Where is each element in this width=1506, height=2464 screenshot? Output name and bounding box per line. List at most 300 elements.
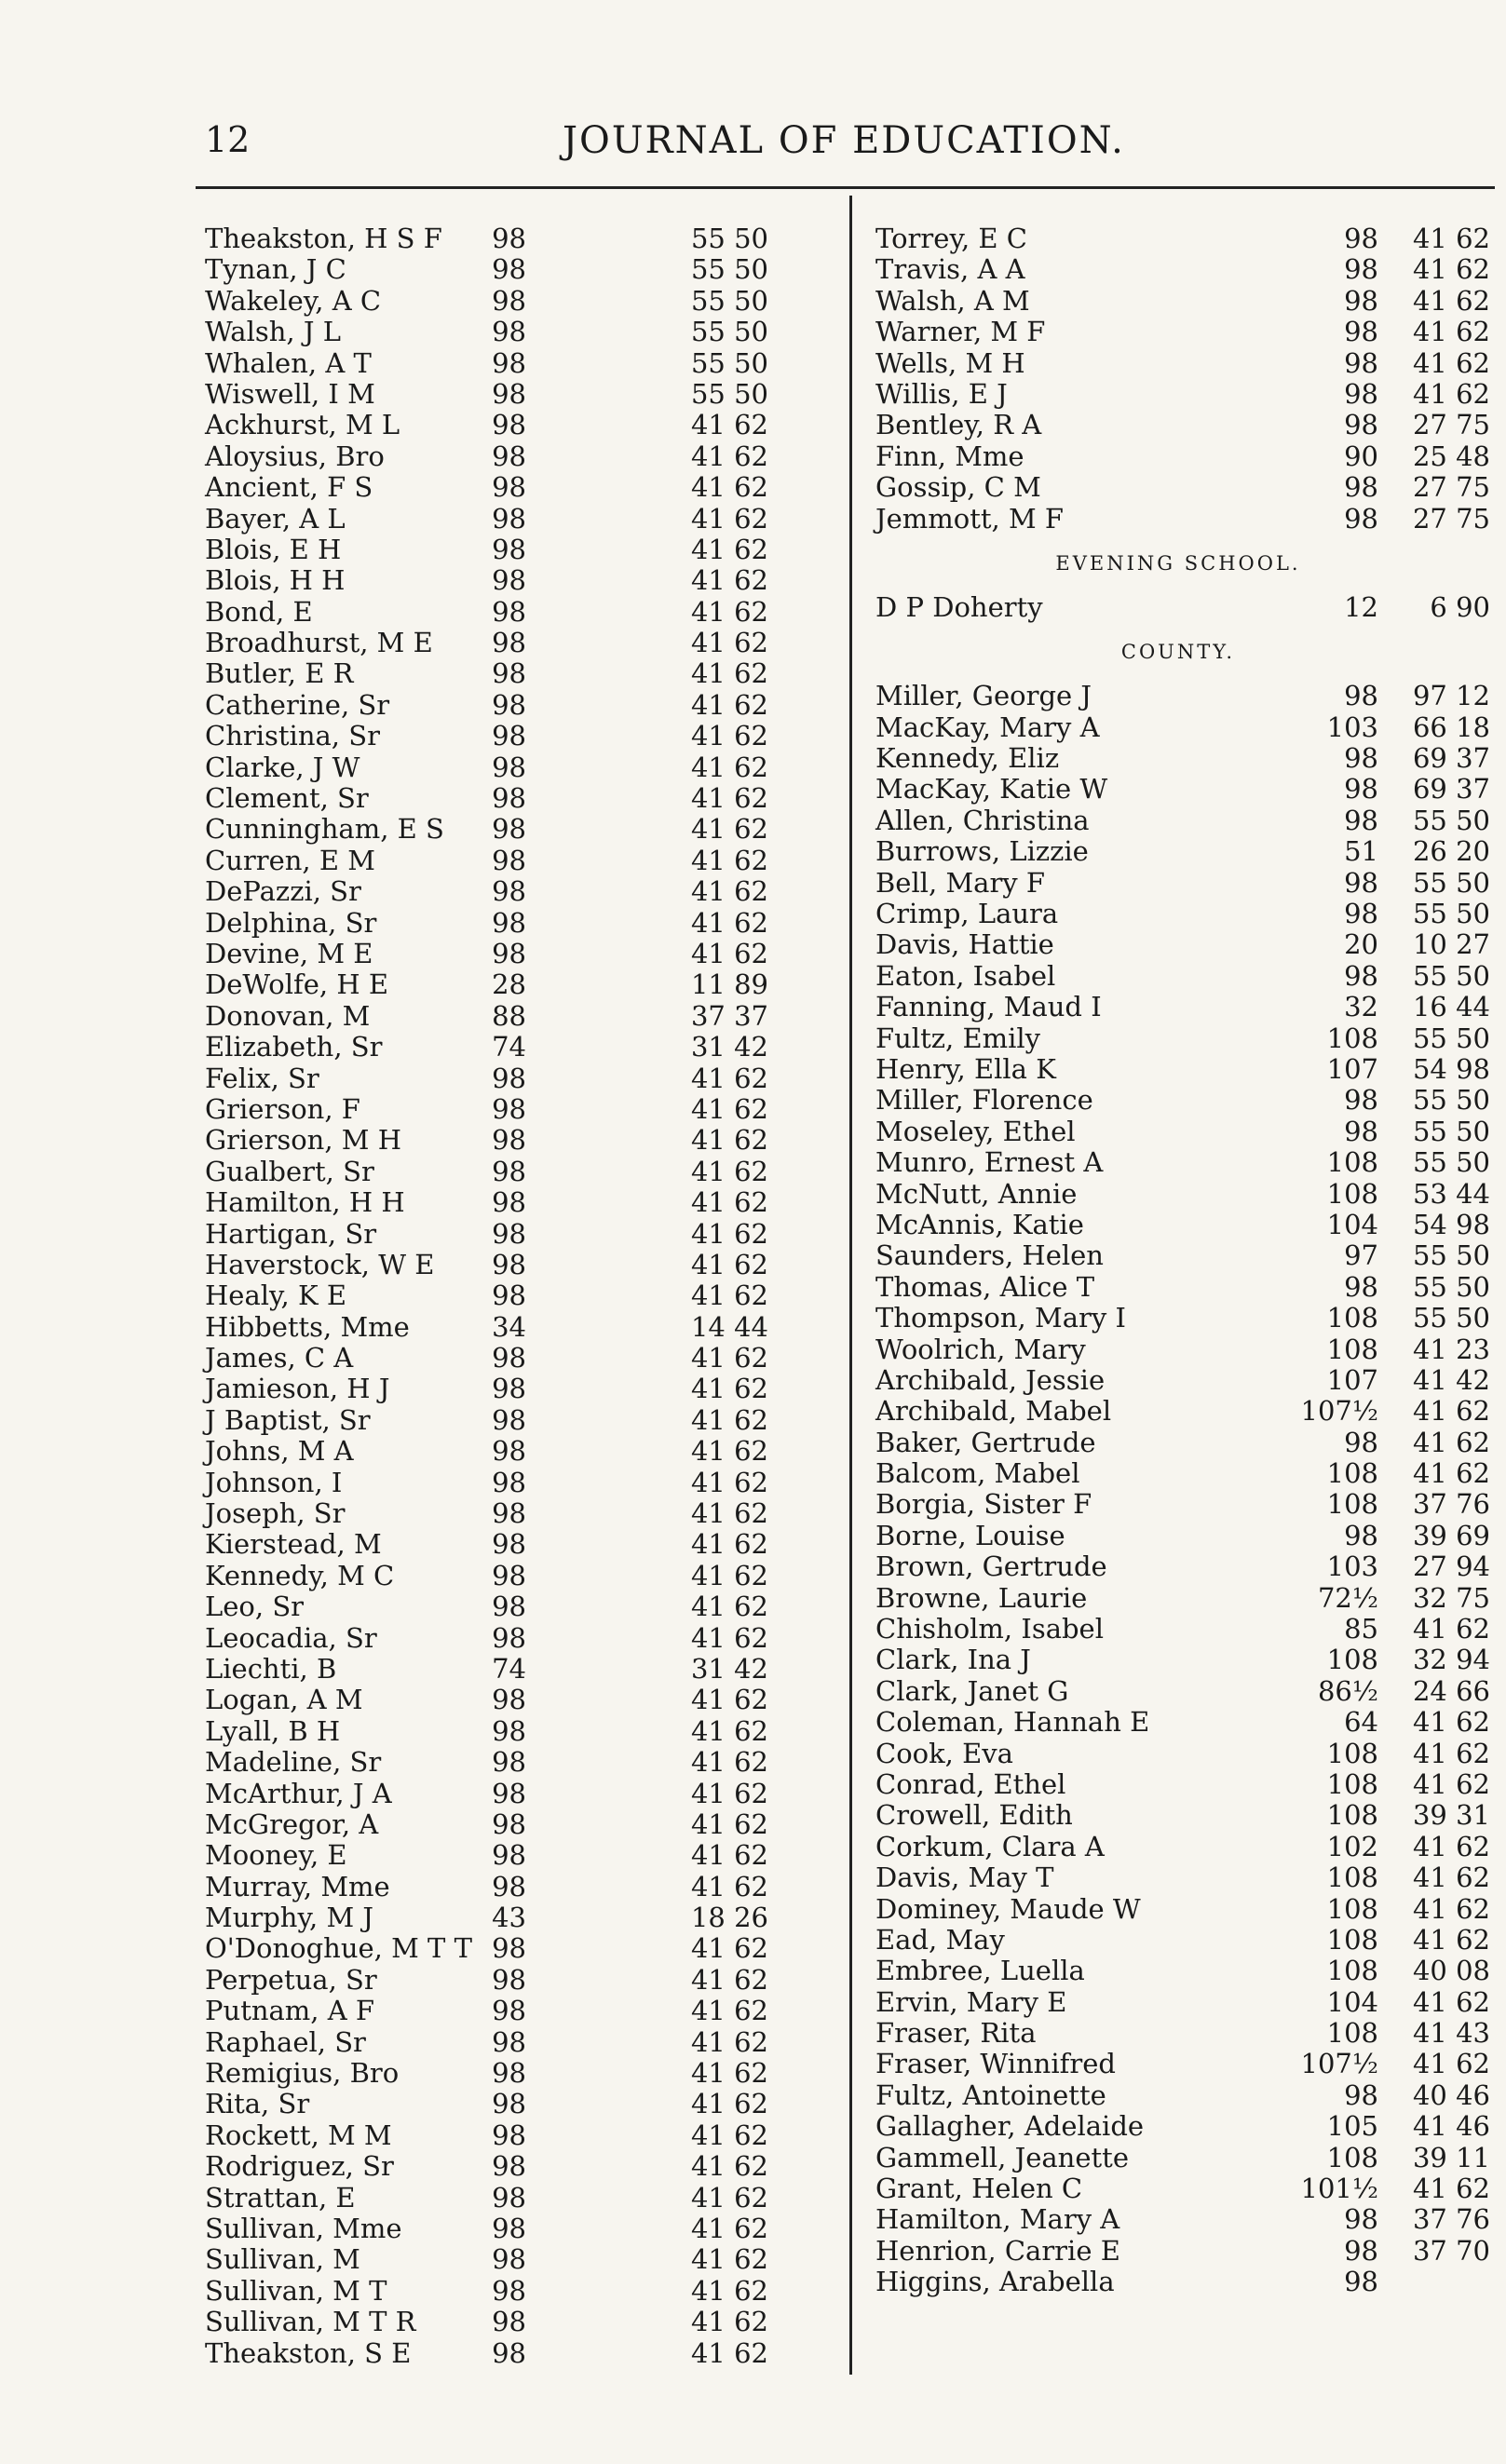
days-taught: 98 — [492, 284, 526, 317]
grant-amount: 55 50 — [1412, 1022, 1490, 1054]
days-taught: 98 — [492, 2336, 526, 2369]
teacher-name: Brown, Gertrude — [875, 1550, 1107, 1583]
grant-amount: 41 62 — [690, 1124, 768, 1157]
table-row — [857, 254, 1499, 285]
table-row — [857, 410, 1499, 440]
teacher-name: Haverstock, W E — [205, 1248, 435, 1280]
grant-amount: 55 50 — [690, 346, 768, 379]
teacher-name: Fultz, Emily — [875, 1022, 1041, 1054]
table-row — [857, 2236, 1499, 2267]
days-taught: 98 — [492, 627, 526, 659]
grant-amount: 69 37 — [1412, 742, 1490, 775]
teacher-name: Cook, Eva — [875, 1737, 1013, 1769]
table-row — [857, 1428, 1499, 1458]
teacher-name: Gualbert, Sr — [205, 1155, 374, 1187]
days-taught: 98 — [1344, 1270, 1378, 1303]
teacher-name: Sullivan, M T — [205, 2274, 387, 2307]
teacher-name: Ead, May — [875, 1923, 1005, 1956]
grant-amount: 55 50 — [1412, 1146, 1490, 1179]
teacher-name: O'Donoghue, M T T — [205, 1932, 472, 1965]
days-taught: 64 — [1344, 1706, 1378, 1739]
table-row — [857, 836, 1499, 867]
table-row — [857, 592, 1499, 623]
grant-amount: 69 37 — [1412, 773, 1490, 806]
table-row — [186, 721, 838, 751]
table-row — [186, 1436, 838, 1467]
teacher-name: Clark, Ina J — [875, 1644, 1031, 1676]
teacher-name: Davis, May T — [875, 1862, 1054, 1894]
table-row — [186, 1591, 838, 1622]
days-taught: 98 — [492, 1932, 526, 1965]
teacher-name: Sullivan, M T R — [205, 2306, 416, 2338]
grant-amount: 41 62 — [1412, 1830, 1490, 1862]
grant-amount: 41 62 — [690, 1932, 768, 1965]
table-row — [186, 1063, 838, 1094]
table-row — [857, 1645, 1499, 1675]
grant-amount: 27 75 — [1412, 502, 1490, 535]
grant-amount: 41 62 — [690, 2119, 768, 2151]
days-taught: 98 — [492, 782, 526, 815]
days-taught: 98 — [1344, 773, 1378, 806]
days-taught: 98 — [492, 1870, 526, 1902]
teacher-name: Dominey, Maude W — [875, 1892, 1141, 1925]
table-row — [186, 1809, 838, 1840]
table-row — [857, 774, 1499, 805]
grant-amount: 37 76 — [1412, 1488, 1490, 1521]
table-row — [186, 846, 838, 876]
teacher-name: Allen, Christina — [875, 804, 1090, 836]
days-taught: 104 — [1326, 1208, 1378, 1240]
teacher-name: Madeline, Sr — [205, 1746, 382, 1779]
grant-amount: 41 62 — [1412, 1426, 1490, 1458]
grant-amount: 41 62 — [690, 627, 768, 659]
grant-amount: 25 48 — [1412, 440, 1490, 472]
table-row — [857, 1210, 1499, 1240]
table-row — [186, 1157, 838, 1187]
teacher-name: Moseley, Ethel — [875, 1115, 1076, 1147]
teacher-name: Davis, Hattie — [875, 928, 1054, 961]
days-taught: 98 — [492, 1839, 526, 1872]
grant-amount: 55 50 — [690, 377, 768, 410]
table-row — [857, 1489, 1499, 1520]
table-row — [857, 1800, 1499, 1831]
days-taught: 98 — [492, 1746, 526, 1779]
teacher-name: Miller, George J — [875, 680, 1092, 712]
table-row — [186, 1032, 838, 1063]
teacher-name: Aloysius, Bro — [205, 440, 385, 472]
grant-amount: 41 62 — [690, 1684, 768, 1716]
grant-amount: 27 75 — [1412, 409, 1490, 441]
days-taught: 98 — [492, 1403, 526, 1436]
teacher-name: Johnson, I — [205, 1466, 343, 1498]
teacher-name: Remigius, Bro — [205, 2057, 400, 2090]
grant-amount: 41 62 — [690, 782, 768, 815]
table-row — [857, 1956, 1499, 1986]
teacher-name: Strattan, E — [205, 2181, 356, 2214]
grant-amount: 41 62 — [690, 2057, 768, 2090]
days-taught: 34 — [492, 1310, 526, 1343]
teacher-name: Walsh, A M — [875, 284, 1030, 317]
days-taught: 90 — [1344, 440, 1378, 472]
grant-amount: 26 20 — [1412, 835, 1490, 868]
days-taught: 98 — [492, 657, 526, 690]
table-row — [186, 2214, 838, 2244]
grant-amount: 41 62 — [690, 1248, 768, 1280]
days-taught: 98 — [492, 2025, 526, 2058]
teacher-name: Browne, Laurie — [875, 1581, 1088, 1614]
grant-amount: 41 62 — [690, 1403, 768, 1436]
grant-amount: 55 50 — [1412, 898, 1490, 930]
days-taught: 105 — [1326, 2110, 1378, 2143]
teacher-name: Gallagher, Adelaide — [875, 2110, 1145, 2143]
grant-amount: 40 08 — [1412, 1955, 1490, 1987]
days-taught: 98 — [492, 1684, 526, 1716]
days-taught: 74 — [492, 1652, 526, 1685]
days-taught: 98 — [1344, 253, 1378, 286]
table-row — [186, 2276, 838, 2307]
table-row — [857, 223, 1499, 254]
days-taught: 98 — [492, 533, 526, 565]
teacher-name: Hamilton, Mary A — [875, 2203, 1120, 2236]
table-row — [186, 1716, 838, 1747]
days-taught: 98 — [1344, 284, 1378, 317]
teacher-name: Gossip, C M — [875, 471, 1041, 504]
teacher-name: Christina, Sr — [205, 720, 380, 752]
grant-amount: 41 62 — [690, 533, 768, 565]
grant-amount: 41 62 — [1412, 284, 1490, 317]
teacher-name: Hibbetts, Mme — [205, 1310, 410, 1343]
grant-amount: 39 31 — [1412, 1799, 1490, 1832]
teacher-name: Ackhurst, M L — [205, 409, 400, 441]
grant-amount: 55 50 — [1412, 959, 1490, 992]
teacher-name: Joseph, Sr — [205, 1497, 346, 1530]
days-taught: 98 — [492, 2306, 526, 2338]
days-taught: 98 — [492, 1062, 526, 1094]
table-row — [186, 1498, 838, 1529]
days-taught: 98 — [492, 1124, 526, 1157]
days-taught: 108 — [1326, 1488, 1378, 1521]
grant-amount: 27 75 — [1412, 471, 1490, 504]
days-taught: 98 — [492, 751, 526, 783]
table-row — [857, 681, 1499, 711]
grant-amount: 41 62 — [1412, 1737, 1490, 1769]
table-row — [186, 1094, 838, 1125]
days-taught: 107½ — [1300, 1395, 1378, 1428]
teacher-name: Bell, Mary F — [875, 866, 1046, 899]
days-taught: 108 — [1326, 2017, 1378, 2050]
days-taught: 98 — [492, 1777, 526, 1809]
table-row — [186, 441, 838, 472]
days-taught: 107 — [1326, 1052, 1378, 1085]
teacher-name: Miller, Florence — [875, 1084, 1093, 1117]
table-row — [857, 743, 1499, 774]
days-taught: 98 — [492, 223, 526, 254]
teacher-name: Torrey, E C — [875, 223, 1027, 254]
days-taught: 72½ — [1317, 1581, 1378, 1614]
days-taught: 107 — [1326, 1363, 1378, 1396]
table-row — [186, 2089, 838, 2119]
table-row — [857, 2018, 1499, 2049]
days-taught: 98 — [492, 316, 526, 348]
teacher-name: Wiswell, I M — [205, 377, 375, 410]
table-row — [186, 908, 838, 939]
table-row — [186, 1187, 838, 1218]
grant-amount: 55 50 — [1412, 1302, 1490, 1334]
table-row — [857, 1179, 1499, 1210]
table-row — [186, 472, 838, 503]
grant-amount: 55 50 — [690, 253, 768, 286]
days-taught: 88 — [492, 999, 526, 1032]
teacher-name: Thomas, Alice T — [875, 1270, 1095, 1303]
grant-amount: 31 42 — [690, 1031, 768, 1063]
teacher-name: Clarke, J W — [205, 751, 360, 783]
teacher-name: Felix, Sr — [205, 1062, 319, 1094]
days-taught: 98 — [492, 2181, 526, 2214]
table-row — [186, 1405, 838, 1436]
table-row — [186, 814, 838, 845]
teacher-name: Warner, M F — [875, 316, 1046, 348]
grant-amount: 24 66 — [1412, 1674, 1490, 1707]
days-taught: 108 — [1326, 1799, 1378, 1832]
grant-amount: 66 18 — [1412, 711, 1490, 743]
grant-amount: 41 62 — [690, 440, 768, 472]
teacher-name: Devine, M E — [205, 937, 373, 969]
teacher-name: Baker, Gertrude — [875, 1426, 1096, 1458]
table-row — [186, 1654, 838, 1685]
grant-amount: 41 62 — [690, 1435, 768, 1468]
days-taught: 98 — [492, 1528, 526, 1561]
teacher-name: Finn, Mme — [875, 440, 1024, 472]
teacher-name: Bond, E — [205, 595, 313, 628]
days-taught: 107½ — [1300, 2048, 1378, 2080]
days-taught: 12 — [1344, 590, 1378, 623]
grant-amount: 41 62 — [690, 1155, 768, 1187]
table-row — [186, 628, 838, 658]
grant-amount: 27 94 — [1412, 1550, 1490, 1583]
table-row — [857, 712, 1499, 743]
teacher-name: Embree, Luella — [875, 1955, 1085, 1987]
days-taught: 98 — [492, 346, 526, 379]
teacher-name: Borgia, Sister F — [875, 1488, 1092, 1521]
days-taught: 98 — [1344, 804, 1378, 836]
table-row — [857, 1676, 1499, 1707]
table-row — [857, 1707, 1499, 1738]
grant-amount: 41 62 — [690, 1870, 768, 1902]
table-row — [857, 1832, 1499, 1862]
grant-amount: 41 62 — [690, 409, 768, 441]
grant-amount: 14 44 — [690, 1310, 768, 1343]
days-taught: 108 — [1326, 1923, 1378, 1956]
teacher-name: Conrad, Ethel — [875, 1767, 1066, 1800]
table-row — [186, 1965, 838, 1996]
teacher-name: Delphina, Sr — [205, 906, 377, 939]
left-column — [186, 223, 838, 2369]
teacher-name: Sullivan, Mme — [205, 2213, 402, 2244]
grant-amount: 37 37 — [690, 999, 768, 1032]
table-row — [186, 939, 838, 969]
table-row — [857, 472, 1499, 503]
grant-amount: 31 42 — [690, 1652, 768, 1685]
table-row — [857, 379, 1499, 410]
teacher-name: James, C A — [205, 1342, 354, 1374]
teacher-name: Catherine, Sr — [205, 688, 390, 721]
grant-amount: 55 50 — [1412, 1115, 1490, 1147]
grant-amount: 41 62 — [690, 2181, 768, 2214]
teacher-name: Jamieson, H J — [205, 1373, 390, 1405]
grant-amount: 41 62 — [690, 1621, 768, 1654]
grant-amount: 11 89 — [690, 968, 768, 1001]
days-taught: 98 — [492, 688, 526, 721]
county-list — [857, 681, 1499, 2297]
grant-amount: 41 62 — [690, 1217, 768, 1250]
page-number: 12 — [205, 119, 251, 160]
grant-amount: 41 62 — [690, 1497, 768, 1530]
days-taught: 98 — [492, 1621, 526, 1654]
days-taught: 28 — [492, 968, 526, 1001]
table-row — [186, 1312, 838, 1343]
days-taught: 98 — [1344, 866, 1378, 899]
table-row — [857, 1272, 1499, 1303]
teacher-name: Rodriguez, Sr — [205, 2150, 394, 2183]
grant-amount: 41 62 — [690, 502, 768, 535]
grant-amount: 41 62 — [690, 1279, 768, 1312]
grant-amount: 41 62 — [690, 595, 768, 628]
teacher-name: Cunningham, E S — [205, 813, 444, 846]
days-taught: 98 — [492, 1186, 526, 1219]
teacher-name: Kennedy, M C — [205, 1559, 395, 1591]
teacher-name: Henrion, Carrie E — [875, 2234, 1120, 2267]
days-taught: 98 — [492, 253, 526, 286]
grant-amount: 37 76 — [1412, 2203, 1490, 2236]
teacher-name: Higgins, Arabella — [875, 2266, 1115, 2298]
grant-amount: 10 27 — [1412, 928, 1490, 961]
table-row — [186, 1250, 838, 1280]
days-taught: 98 — [492, 720, 526, 752]
grant-amount: 41 62 — [1412, 1767, 1490, 1800]
grant-amount: 41 62 — [690, 2336, 768, 2369]
evening-school-list — [857, 592, 1499, 623]
grant-amount: 41 62 — [1412, 2048, 1490, 2080]
grant-amount: 97 12 — [1412, 680, 1490, 712]
table-row — [857, 348, 1499, 379]
table-row — [857, 2111, 1499, 2142]
days-taught: 98 — [492, 1963, 526, 1996]
teacher-name: Donovan, M — [205, 999, 371, 1032]
days-taught: 98 — [492, 377, 526, 410]
days-taught: 98 — [492, 595, 526, 628]
table-row — [857, 929, 1499, 960]
table-row — [186, 783, 838, 814]
table-row — [186, 286, 838, 317]
teacher-name: Willis, E J — [875, 377, 1008, 410]
days-taught: 98 — [492, 1435, 526, 1468]
days-taught: 98 — [1344, 2203, 1378, 2236]
days-taught: 98 — [492, 1373, 526, 1405]
teacher-name: MacKay, Katie W — [875, 773, 1108, 806]
grant-amount: 41 62 — [690, 937, 768, 969]
grant-amount: 32 94 — [1412, 1644, 1490, 1676]
grant-amount: 41 42 — [1412, 1363, 1490, 1396]
teacher-name: Henry, Ella K — [875, 1052, 1056, 1085]
table-row — [857, 868, 1499, 899]
table-row — [857, 1739, 1499, 1769]
teacher-name: Kierstead, M — [205, 1528, 382, 1561]
table-row — [186, 2307, 838, 2337]
grant-amount: 41 46 — [1412, 2110, 1490, 2143]
teacher-name: Kennedy, Eliz — [875, 742, 1060, 775]
grant-amount: 41 62 — [690, 2088, 768, 2120]
days-taught: 108 — [1326, 1892, 1378, 1925]
grant-amount: 41 62 — [1412, 316, 1490, 348]
table-row — [857, 317, 1499, 347]
days-taught: 108 — [1326, 1333, 1378, 1365]
days-taught: 101½ — [1300, 2173, 1378, 2205]
days-taught: 98 — [492, 1279, 526, 1312]
grant-amount: 55 50 — [690, 316, 768, 348]
right-column — [857, 223, 1499, 2298]
grant-amount: 41 62 — [690, 720, 768, 752]
days-taught: 98 — [492, 2119, 526, 2151]
grant-amount: 16 44 — [1412, 991, 1490, 1023]
table-row — [857, 2204, 1499, 2235]
grant-amount: 40 46 — [1412, 2078, 1490, 2111]
grant-amount: 41 62 — [1412, 1395, 1490, 1428]
teacher-name: Thompson, Mary I — [875, 1302, 1126, 1334]
days-taught: 98 — [1344, 898, 1378, 930]
days-taught: 102 — [1326, 1830, 1378, 1862]
header-rule — [196, 186, 1495, 189]
table-row — [857, 1769, 1499, 1800]
table-row — [186, 2058, 838, 2089]
teacher-name: Ervin, Mary E — [875, 1985, 1067, 2018]
days-taught: 98 — [1344, 680, 1378, 712]
grant-amount: 41 62 — [690, 1186, 768, 1219]
grant-amount: 41 62 — [690, 1777, 768, 1809]
days-taught: 98 — [1344, 2266, 1378, 2298]
teacher-name: Munro, Ernest A — [875, 1146, 1104, 1179]
teacher-name: Butler, E R — [205, 657, 354, 690]
teacher-name: Burrows, Lizzie — [875, 835, 1089, 868]
table-row — [186, 1219, 838, 1250]
table-row — [186, 969, 838, 1000]
table-row — [186, 1840, 838, 1871]
days-taught: 108 — [1326, 2141, 1378, 2173]
table-row — [857, 1458, 1499, 1489]
grant-amount: 41 62 — [690, 1559, 768, 1591]
days-taught: 108 — [1326, 1457, 1378, 1490]
grant-amount: 54 98 — [1412, 1208, 1490, 1240]
days-taught: 98 — [492, 1342, 526, 1374]
right-top-list — [857, 223, 1499, 535]
table-row — [186, 2244, 838, 2275]
teacher-name: McArthur, J A — [205, 1777, 392, 1809]
grant-amount: 41 62 — [690, 1714, 768, 1747]
days-taught: 98 — [1344, 377, 1378, 410]
teacher-name: McGregor, A — [205, 1807, 379, 1840]
days-taught: 74 — [492, 1031, 526, 1063]
grant-amount: 41 62 — [690, 1746, 768, 1779]
days-taught: 32 — [1344, 991, 1378, 1023]
table-row — [186, 504, 838, 535]
teacher-name: Fultz, Antoinette — [875, 2078, 1106, 2111]
teacher-name: Fanning, Maud I — [875, 991, 1102, 1023]
days-taught: 108 — [1326, 1767, 1378, 1800]
grant-amount: 41 62 — [1412, 1457, 1490, 1490]
table-row — [186, 2120, 838, 2151]
days-taught: 98 — [492, 1092, 526, 1125]
teacher-name: Archibald, Jessie — [875, 1363, 1106, 1396]
table-row — [186, 1125, 838, 1156]
